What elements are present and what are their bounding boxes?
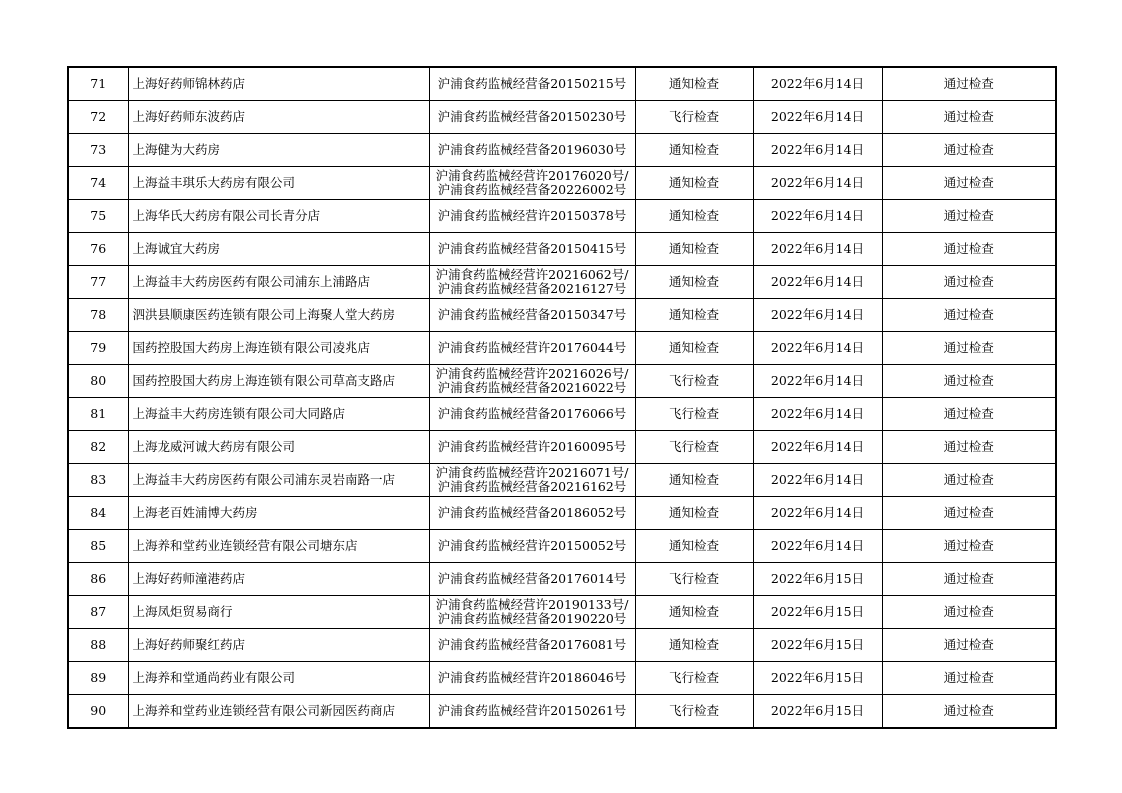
inspection-type-cell: 通知检查 (635, 332, 753, 365)
table-row (68, 695, 1056, 729)
inspection-result-cell: 通过检查 (882, 662, 1056, 695)
inspection-date-cell: 2022年6月14日 (753, 431, 882, 464)
store-name-cell: 上海老百姓浦博大药房 (128, 497, 429, 530)
inspection-date-cell: 2022年6月14日 (753, 464, 882, 497)
license-cell (429, 530, 635, 563)
store-name-cell: 上海好药师锦林药店 (128, 67, 429, 101)
table-row (68, 530, 1056, 563)
license-cell (429, 596, 635, 629)
license-number: 沪浦食药监械经营许20190133号/ (435, 597, 629, 612)
row-number-cell: 71 (68, 67, 128, 101)
license-cell (429, 464, 635, 497)
license-number: 沪浦食药监械经营备20150415号 (437, 241, 627, 256)
row-number-cell: 86 (68, 563, 128, 596)
license-cell (429, 662, 635, 695)
license-number: 沪浦食药监械经营许20216071号/ (435, 465, 629, 480)
inspection-date-cell: 2022年6月15日 (753, 695, 882, 729)
row-number-cell: 73 (68, 134, 128, 167)
store-name-cell: 上海凤炬贸易商行 (128, 596, 429, 629)
license-cell (429, 299, 635, 332)
row-number-cell: 72 (68, 101, 128, 134)
store-name-cell: 上海养和堂药业连锁经营有限公司塘东店 (128, 530, 429, 563)
table-row (68, 167, 1056, 200)
inspection-type-cell: 通知检查 (635, 167, 753, 200)
inspection-result-cell: 通过检查 (882, 167, 1056, 200)
table-row (68, 497, 1056, 530)
table-row (68, 596, 1056, 629)
inspection-type-cell: 飞行检查 (635, 695, 753, 729)
row-number-cell: 87 (68, 596, 128, 629)
store-name-cell: 上海好药师潼港药店 (128, 563, 429, 596)
table-row (68, 101, 1056, 134)
inspection-result-cell: 通过检查 (882, 101, 1056, 134)
inspection-date-cell: 2022年6月14日 (753, 233, 882, 266)
inspection-date-cell: 2022年6月14日 (753, 332, 882, 365)
license-cell (429, 233, 635, 266)
table-row (68, 629, 1056, 662)
inspection-type-cell: 飞行检查 (635, 101, 753, 134)
inspection-result-cell: 通过检查 (882, 629, 1056, 662)
license-number: 沪浦食药监械经营备20226002号 (437, 182, 627, 197)
table-row (68, 431, 1056, 464)
license-cell (429, 431, 635, 464)
license-number: 沪浦食药监械经营备20176014号 (437, 571, 627, 586)
table-row (68, 365, 1056, 398)
inspection-date-cell: 2022年6月14日 (753, 67, 882, 101)
license-number: 沪浦食药监械经营备20150215号 (437, 76, 627, 91)
inspection-type-cell: 通知检查 (635, 497, 753, 530)
license-number: 沪浦食药监械经营备20186052号 (437, 505, 627, 520)
table-row (68, 332, 1056, 365)
license-number: 沪浦食药监械经营备20196030号 (437, 142, 627, 157)
row-number-cell: 83 (68, 464, 128, 497)
table-row (68, 299, 1056, 332)
store-name-cell: 国药控股国大药房上海连锁有限公司草高支路店 (128, 365, 429, 398)
inspection-result-cell: 通过检查 (882, 365, 1056, 398)
inspection-date-cell: 2022年6月14日 (753, 530, 882, 563)
inspection-result-cell: 通过检查 (882, 67, 1056, 101)
license-number: 沪浦食药监械经营许20186046号 (437, 670, 627, 685)
inspection-result-cell: 通过检查 (882, 200, 1056, 233)
inspection-type-cell: 通知检查 (635, 200, 753, 233)
row-number-cell: 82 (68, 431, 128, 464)
license-number: 沪浦食药监械经营许20216026号/ (435, 366, 629, 381)
inspection-type-cell: 飞行检查 (635, 431, 753, 464)
license-number: 沪浦食药监械经营许20150052号 (437, 538, 627, 553)
row-number-cell: 76 (68, 233, 128, 266)
license-cell (429, 695, 635, 729)
license-cell (429, 365, 635, 398)
table-row (68, 134, 1056, 167)
row-number-cell: 85 (68, 530, 128, 563)
inspection-type-cell: 飞行检查 (635, 563, 753, 596)
store-name-cell: 上海好药师聚红药店 (128, 629, 429, 662)
inspection-date-cell: 2022年6月14日 (753, 200, 882, 233)
license-cell (429, 266, 635, 299)
license-number: 沪浦食药监械经营许20216062号/ (435, 267, 629, 282)
license-number: 沪浦食药监械经营备20176081号 (437, 637, 627, 652)
row-number-cell: 80 (68, 365, 128, 398)
inspection-type-cell: 通知检查 (635, 134, 753, 167)
table-row (68, 200, 1056, 233)
license-cell (429, 134, 635, 167)
store-name-cell: 上海龙威河诚大药房有限公司 (128, 431, 429, 464)
inspection-type-cell: 通知检查 (635, 67, 753, 101)
inspection-table (67, 66, 1057, 729)
inspection-result-cell: 通过检查 (882, 563, 1056, 596)
table-row (68, 233, 1056, 266)
inspection-type-cell: 通知检查 (635, 233, 753, 266)
table-row (68, 662, 1056, 695)
store-name-cell: 上海诚宜大药房 (128, 233, 429, 266)
inspection-type-cell: 通知检查 (635, 266, 753, 299)
inspection-date-cell: 2022年6月14日 (753, 398, 882, 431)
inspection-type-cell: 通知检查 (635, 464, 753, 497)
inspection-date-cell: 2022年6月15日 (753, 662, 882, 695)
license-number: 沪浦食药监械经营许20150378号 (437, 208, 627, 223)
inspection-result-cell: 通过检查 (882, 431, 1056, 464)
store-name-cell: 上海益丰琪乐大药房有限公司 (128, 167, 429, 200)
license-cell (429, 67, 635, 101)
store-name-cell: 上海华氏大药房有限公司长青分店 (128, 200, 429, 233)
table-row (68, 67, 1056, 101)
inspection-date-cell: 2022年6月14日 (753, 134, 882, 167)
inspection-result-cell: 通过检查 (882, 530, 1056, 563)
inspection-type-cell: 通知检查 (635, 629, 753, 662)
license-cell (429, 398, 635, 431)
inspection-date-cell: 2022年6月14日 (753, 497, 882, 530)
inspection-type-cell: 飞行检查 (635, 365, 753, 398)
store-name-cell: 国药控股国大药房上海连锁有限公司凌兆店 (128, 332, 429, 365)
inspection-type-cell: 通知检查 (635, 530, 753, 563)
inspection-result-cell: 通过检查 (882, 695, 1056, 729)
row-number-cell: 88 (68, 629, 128, 662)
inspection-result-cell: 通过检查 (882, 497, 1056, 530)
license-number: 沪浦食药监械经营备20216127号 (437, 281, 627, 296)
license-number: 沪浦食药监械经营许20150261号 (437, 703, 627, 718)
license-number: 沪浦食药监械经营许20176020号/ (435, 168, 629, 183)
row-number-cell: 81 (68, 398, 128, 431)
license-cell (429, 332, 635, 365)
license-cell (429, 629, 635, 662)
inspection-result-cell: 通过检查 (882, 299, 1056, 332)
inspection-result-cell: 通过检查 (882, 596, 1056, 629)
store-name-cell: 上海益丰大药房连锁有限公司大同路店 (128, 398, 429, 431)
inspection-result-cell: 通过检查 (882, 332, 1056, 365)
inspection-date-cell: 2022年6月14日 (753, 101, 882, 134)
license-number: 沪浦食药监械经营备20216022号 (437, 380, 627, 395)
license-number: 沪浦食药监械经营备20176066号 (437, 406, 627, 421)
inspection-date-cell: 2022年6月15日 (753, 563, 882, 596)
inspection-result-cell: 通过检查 (882, 266, 1056, 299)
table-body (68, 67, 1056, 728)
inspection-date-cell: 2022年6月14日 (753, 266, 882, 299)
license-number: 沪浦食药监械经营许20176044号 (437, 340, 627, 355)
license-number: 沪浦食药监械经营备20150347号 (437, 307, 627, 322)
store-name-cell: 上海健为大药房 (128, 134, 429, 167)
row-number-cell: 78 (68, 299, 128, 332)
store-name-cell: 上海益丰大药房医药有限公司浦东灵岩南路一店 (128, 464, 429, 497)
store-name-cell: 上海好药师东波药店 (128, 101, 429, 134)
table-row (68, 563, 1056, 596)
inspection-result-cell: 通过检查 (882, 134, 1056, 167)
inspection-type-cell: 通知检查 (635, 299, 753, 332)
store-name-cell: 上海养和堂药业连锁经营有限公司新园医药商店 (128, 695, 429, 729)
inspection-type-cell: 通知检查 (635, 596, 753, 629)
inspection-date-cell: 2022年6月15日 (753, 596, 882, 629)
license-number: 沪浦食药监械经营备20150230号 (437, 109, 627, 124)
inspection-result-cell: 通过检查 (882, 233, 1056, 266)
license-cell (429, 563, 635, 596)
inspection-result-cell: 通过检查 (882, 398, 1056, 431)
inspection-date-cell: 2022年6月14日 (753, 167, 882, 200)
store-name-cell: 上海养和堂通尚药业有限公司 (128, 662, 429, 695)
inspection-date-cell: 2022年6月15日 (753, 629, 882, 662)
license-cell (429, 167, 635, 200)
license-number: 沪浦食药监械经营许20160095号 (437, 439, 627, 454)
inspection-type-cell: 飞行检查 (635, 662, 753, 695)
license-cell (429, 101, 635, 134)
row-number-cell: 89 (68, 662, 128, 695)
row-number-cell: 77 (68, 266, 128, 299)
inspection-date-cell: 2022年6月14日 (753, 365, 882, 398)
inspection-result-cell: 通过检查 (882, 464, 1056, 497)
inspection-date-cell: 2022年6月14日 (753, 299, 882, 332)
table-row (68, 266, 1056, 299)
row-number-cell: 84 (68, 497, 128, 530)
row-number-cell: 74 (68, 167, 128, 200)
license-cell (429, 497, 635, 530)
license-number: 沪浦食药监械经营备20216162号 (437, 479, 627, 494)
license-cell (429, 200, 635, 233)
store-name-cell: 上海益丰大药房医药有限公司浦东上浦路店 (128, 266, 429, 299)
table-row (68, 398, 1056, 431)
row-number-cell: 75 (68, 200, 128, 233)
row-number-cell: 90 (68, 695, 128, 729)
table-row (68, 464, 1056, 497)
license-number: 沪浦食药监械经营备20190220号 (437, 611, 627, 626)
row-number-cell: 79 (68, 332, 128, 365)
store-name-cell: 泗洪县顺康医药连锁有限公司上海聚人堂大药房 (128, 299, 429, 332)
inspection-type-cell: 飞行检查 (635, 398, 753, 431)
inspection-table-container (67, 66, 1057, 729)
